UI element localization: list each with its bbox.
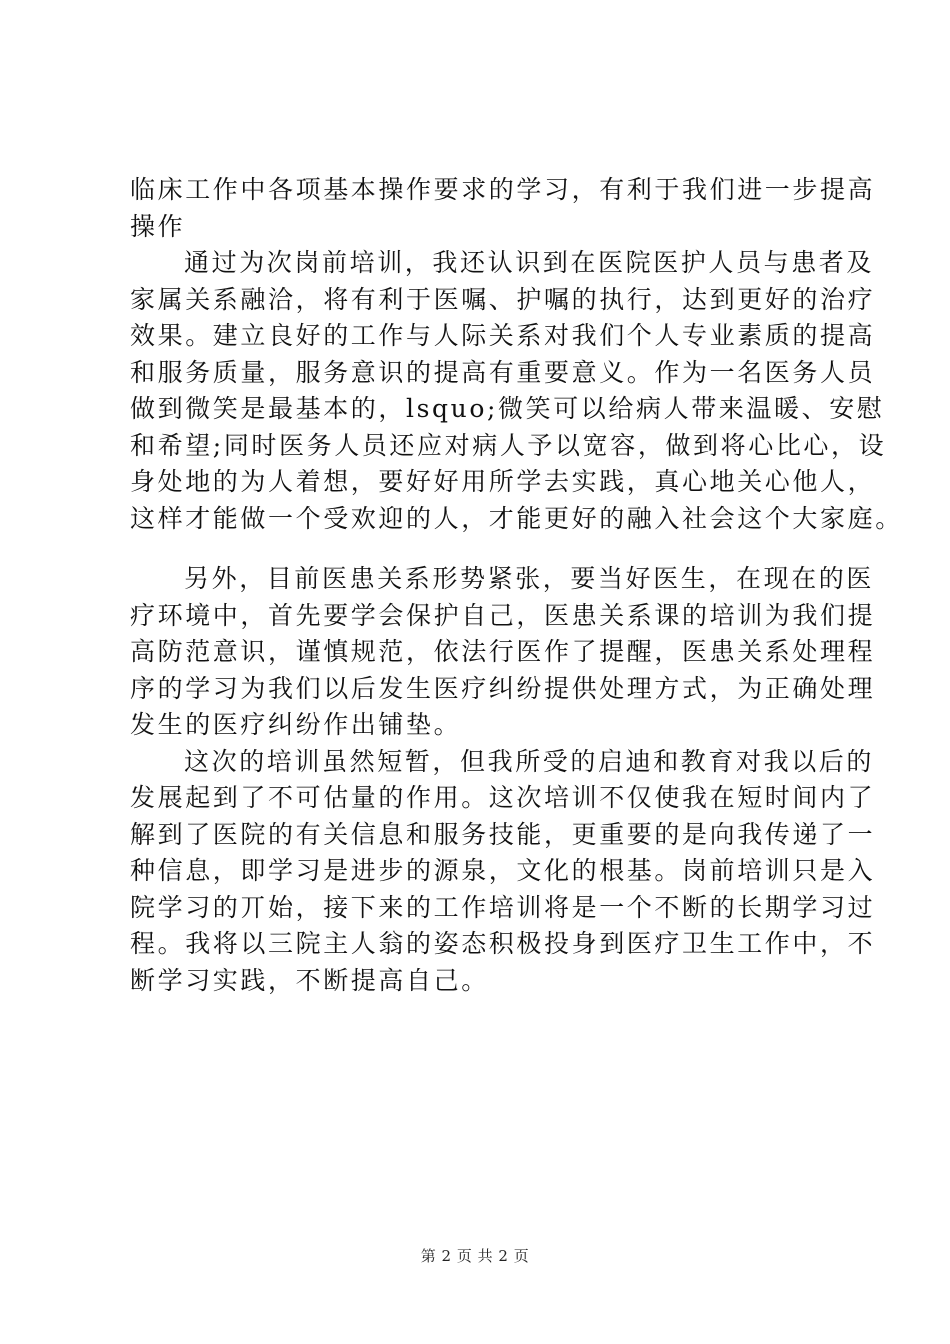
text-line: 院学习的丌始，接下来的工作培训将是一个不断的长期学习过 — [130, 892, 876, 922]
paragraph-first-line: 这次的培训虽然短暂，但我所受的启迪和教育对我以后的 — [184, 746, 875, 776]
text-line: 疗环境中，首先要学会保护自己，医患关系课的培训为我们提 — [130, 600, 876, 630]
paragraph-first-line: 另外，目前医患关系形势紧张，要当好医生，在现在的医 — [184, 564, 875, 593]
text-line: 这样才能做一个受欢迎的人，才能更好的融入社会这个大家庭。 — [130, 503, 903, 533]
text-line: 序的学习为我们以后发生医疗纠纷提供处理方式，为正确处理 — [130, 673, 876, 703]
text-line: 操作 — [130, 211, 186, 241]
text-line: 效果。建立良好的工作与人际关系对我们个人专业素质的提高 — [130, 321, 876, 350]
text-line: 做到微笑是最基本的，lsquo;微笑可以给病人带来温暖、安慰 — [130, 394, 885, 423]
text-line: 发展起到了不可估量的作用。这次培训不仅使我在短时间内了 — [130, 783, 876, 812]
text-line: 程。我将以三院主人翁的姿态积极投身到医疗卫生工作中，不 — [130, 929, 876, 958]
text-line: 断学习实践，不断提高自己。 — [130, 965, 489, 995]
page-number-footer: 第 2 页 共 2 页 — [420, 1247, 530, 1265]
text-line: 身处地的为人着想，要好好用所学去实践，真心地关心他人， — [130, 467, 876, 496]
text-line: 解到了医院的有关信息和服务技能，更重要的是向我传递了一 — [130, 819, 876, 849]
text-line: 种信息，即学习是进步的源泉，文化的根基。岗前培训只是入 — [130, 856, 876, 885]
text-line: 和服务质量，服务意识的提高有重要意义。作为一名医务人员 — [130, 357, 876, 387]
text-line: 家属关系融洽，将有利于医嘱、护嘱的执行，达到更好的治疗 — [130, 284, 876, 314]
paragraph-first-line: 通过为次岗前培训，我还认识到在医院医护人员与患者及 — [184, 248, 875, 277]
text-line: 发生的医疗纠纷作出铺垫。 — [130, 710, 462, 739]
text-line: 高防范意识，谨慎规范，依法行医作了提醒，医患关系处理程 — [130, 637, 876, 666]
document-body — [130, 172, 903, 999]
text-line: 和希望;同时医务人员还应对病人予以宽容，做到将心比心，设 — [130, 430, 887, 460]
paragraph-gap — [130, 537, 850, 561]
text-line: 临床工作中各项基本操作要求的学习，有利于我们进一步提高 — [130, 175, 876, 204]
